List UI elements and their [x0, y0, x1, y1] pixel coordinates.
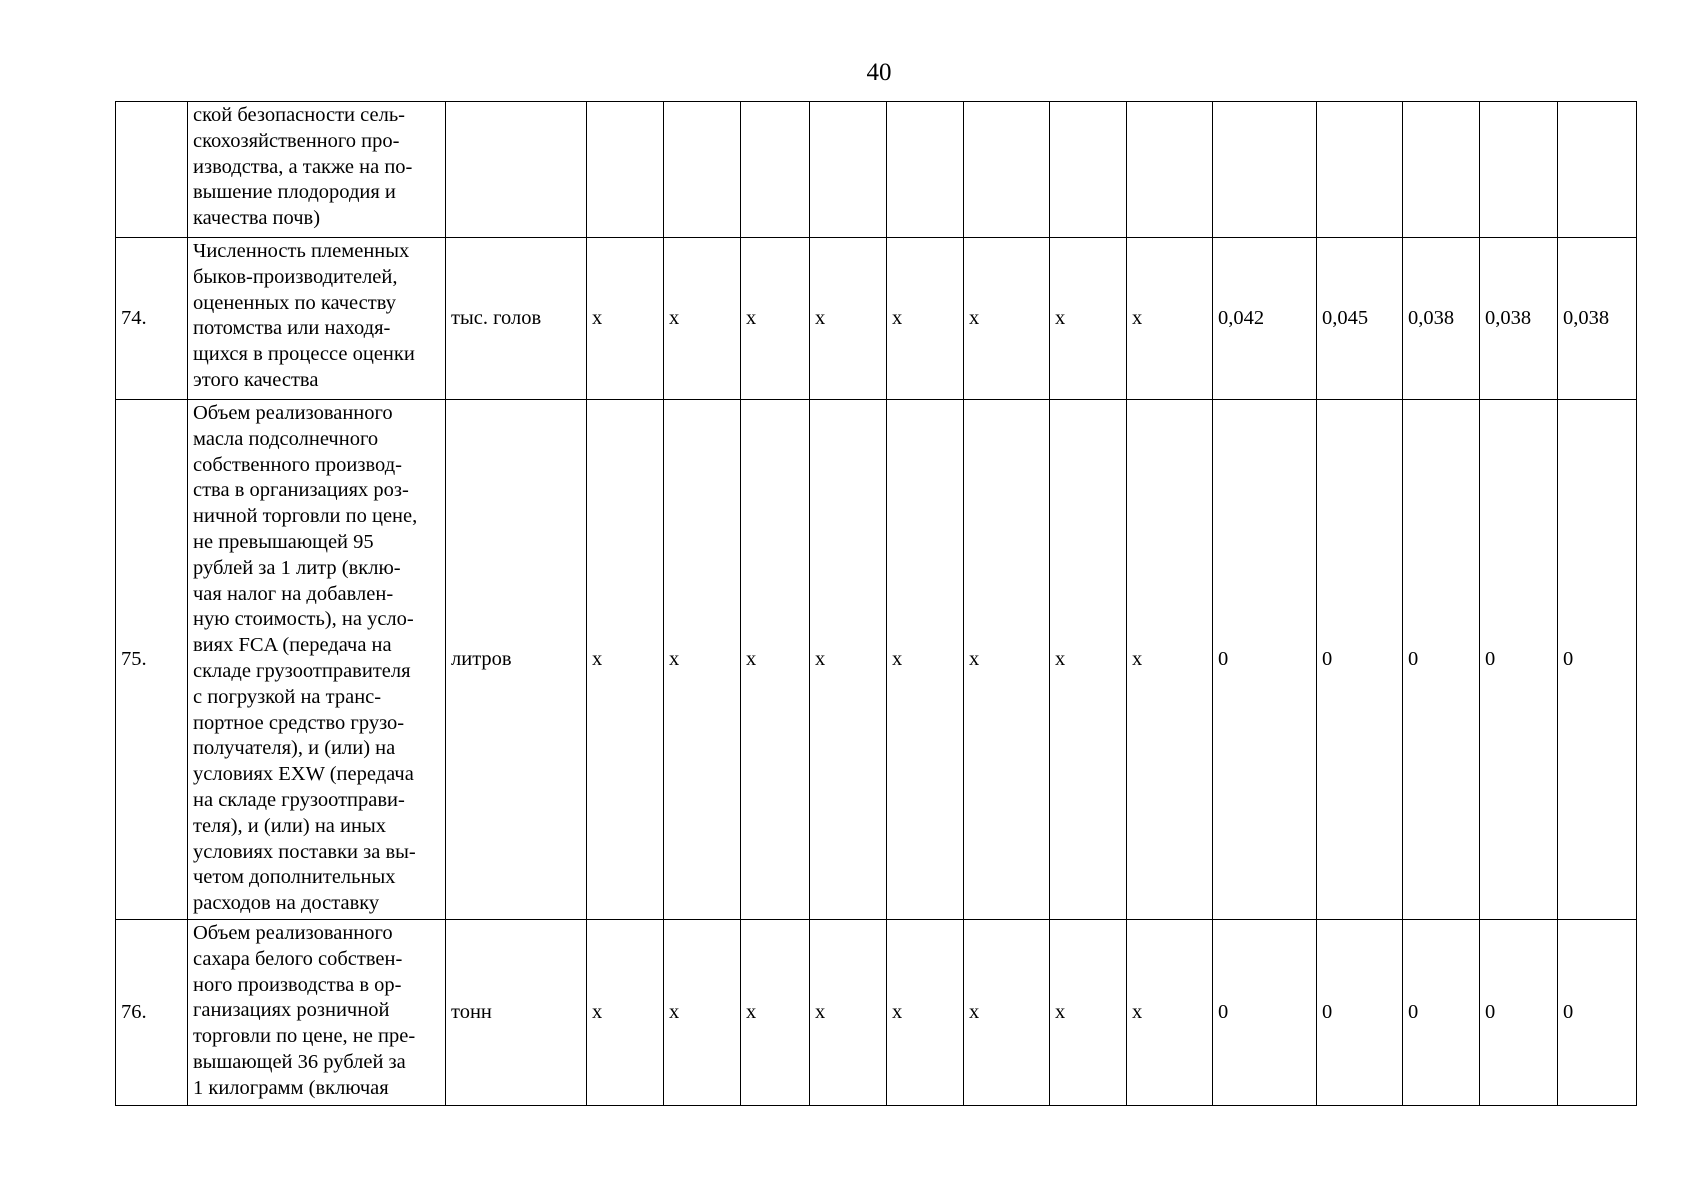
- description-line: вышающей 36 рублей за: [193, 1050, 406, 1073]
- unit-cell: [446, 102, 587, 238]
- value-cell: х: [887, 238, 964, 400]
- value-cell: х: [664, 400, 741, 920]
- indicators-table: [115, 101, 1637, 1106]
- description-line: получателя), и (или) на: [193, 737, 396, 760]
- value-cell: 0: [1403, 400, 1480, 920]
- description-line: ного производства в ор-: [193, 973, 402, 996]
- value-cell: 0: [1213, 920, 1317, 1106]
- description-line: условиях поставки за вы-: [193, 840, 416, 863]
- value-cell: 0,045: [1317, 238, 1403, 400]
- value-cell: [664, 102, 741, 238]
- description-line: ганизациях розничной: [193, 999, 390, 1022]
- description-line: собственного производ-: [193, 453, 402, 476]
- description-line: ничной торговли по цене,: [193, 505, 418, 528]
- row-number-cell: 75.: [116, 400, 188, 920]
- description-line: не превышающей 95: [193, 530, 374, 553]
- value-cell: [1480, 102, 1558, 238]
- description-line: складе грузоотправителя: [193, 659, 411, 682]
- value-cell: х: [810, 920, 887, 1106]
- indicator-description-cell: [188, 238, 446, 400]
- description-line: качества почв): [193, 207, 321, 230]
- description-line: рублей за 1 литр (вклю-: [193, 556, 401, 579]
- description-line: скохозяйственного про-: [193, 129, 400, 152]
- table-row: [116, 238, 1637, 400]
- value-cell: [810, 102, 887, 238]
- description-line: щихся в процессе оценки: [193, 343, 415, 366]
- value-cell: х: [741, 400, 810, 920]
- description-line: торговли по цене, не пре-: [193, 1025, 416, 1048]
- value-cell: х: [1050, 920, 1127, 1106]
- value-cell: 0: [1403, 920, 1480, 1106]
- value-cell: [1050, 102, 1127, 238]
- value-cell: х: [587, 238, 664, 400]
- indicator-description-cell: [188, 400, 446, 920]
- unit-cell: тыс. голов: [446, 238, 587, 400]
- value-cell: х: [887, 920, 964, 1106]
- value-cell: х: [964, 920, 1050, 1106]
- value-cell: 0,038: [1558, 238, 1637, 400]
- description-line: портное средство грузо-: [193, 711, 405, 734]
- description-line: расходов на доставку: [193, 892, 380, 915]
- description-line: условиях EXW (передача: [193, 763, 414, 786]
- value-cell: х: [1050, 238, 1127, 400]
- description-line: масла подсолнечного: [193, 427, 379, 450]
- description-line: быков-производителей,: [193, 265, 398, 288]
- value-cell: 0: [1317, 400, 1403, 920]
- value-cell: 0,038: [1403, 238, 1480, 400]
- value-cell: [887, 102, 964, 238]
- value-cell: х: [964, 400, 1050, 920]
- value-cell: х: [1127, 920, 1213, 1106]
- value-cell: х: [1127, 238, 1213, 400]
- unit-cell: тонн: [446, 920, 587, 1106]
- value-cell: 0: [1558, 400, 1637, 920]
- value-cell: 0,038: [1480, 238, 1558, 400]
- description-line: ской безопасности сель-: [193, 104, 406, 126]
- value-cell: 0: [1317, 920, 1403, 1106]
- unit-cell: литров: [446, 400, 587, 920]
- page-number: 40: [866, 59, 892, 86]
- value-cell: [741, 102, 810, 238]
- value-cell: [1317, 102, 1403, 238]
- value-cell: [1213, 102, 1317, 238]
- value-cell: 0,042: [1213, 238, 1317, 400]
- description-line: чая налог на добавлен-: [193, 582, 394, 605]
- value-cell: 0: [1480, 920, 1558, 1106]
- value-cell: х: [887, 400, 964, 920]
- value-cell: [1127, 102, 1213, 238]
- description-line: ную стоимость), на усло-: [193, 608, 414, 631]
- description-line: Численность племенных: [193, 240, 410, 262]
- value-cell: х: [810, 238, 887, 400]
- value-cell: х: [664, 920, 741, 1106]
- description-line: вышение плодородия и: [193, 181, 396, 204]
- value-cell: х: [741, 920, 810, 1106]
- value-cell: 0: [1480, 400, 1558, 920]
- value-cell: х: [587, 400, 664, 920]
- description-line: Объем реализованного: [193, 922, 393, 944]
- description-line: на складе грузоотправи-: [193, 788, 405, 811]
- description-line: с погрузкой на транс-: [193, 685, 382, 708]
- value-cell: х: [964, 238, 1050, 400]
- description-line: потомства или находя-: [193, 317, 391, 340]
- description-line: этого качества: [193, 368, 319, 391]
- value-cell: [587, 102, 664, 238]
- indicator-description-cell: [188, 102, 446, 238]
- table-row: [116, 920, 1637, 1106]
- row-number-cell: 76.: [116, 920, 188, 1106]
- table-row: [116, 400, 1637, 920]
- description-line: виях FCA (передача на: [193, 634, 392, 657]
- indicator-description-cell: [188, 920, 446, 1106]
- row-number-cell: 74.: [116, 238, 188, 400]
- row-number-cell: [116, 102, 188, 238]
- description-line: 1 килограмм (включая: [193, 1076, 389, 1099]
- description-line: сахара белого собствен-: [193, 947, 403, 970]
- value-cell: х: [741, 238, 810, 400]
- value-cell: х: [664, 238, 741, 400]
- description-line: изводства, а также на по-: [193, 155, 413, 178]
- value-cell: [964, 102, 1050, 238]
- value-cell: х: [587, 920, 664, 1106]
- value-cell: х: [1050, 400, 1127, 920]
- value-cell: 0: [1558, 920, 1637, 1106]
- description-line: Объем реализованного: [193, 402, 393, 424]
- description-line: оцененных по качеству: [193, 291, 396, 314]
- value-cell: х: [1127, 400, 1213, 920]
- description-line: четом дополнительных: [193, 866, 396, 889]
- description-line: теля), и (или) на иных: [193, 814, 386, 837]
- value-cell: [1403, 102, 1480, 238]
- value-cell: [1558, 102, 1637, 238]
- value-cell: х: [810, 400, 887, 920]
- value-cell: 0: [1213, 400, 1317, 920]
- description-line: ства в организациях роз-: [193, 479, 409, 502]
- table-row: [116, 102, 1637, 238]
